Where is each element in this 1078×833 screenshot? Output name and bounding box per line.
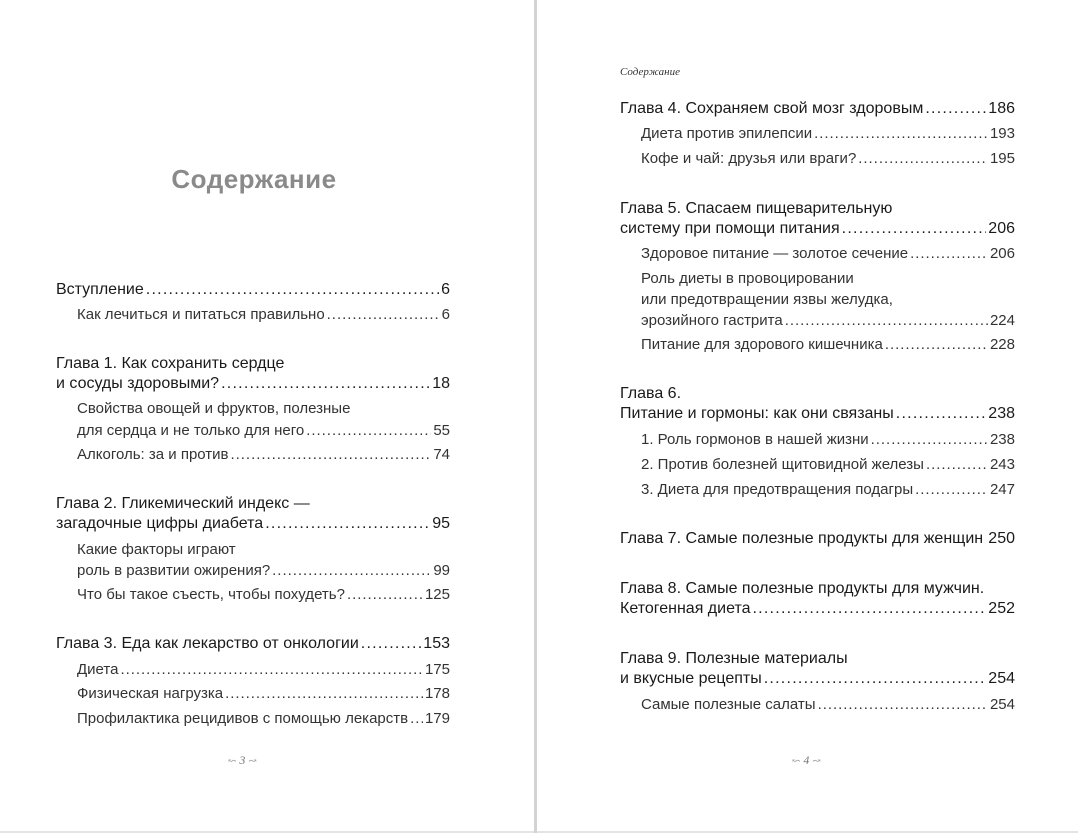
page-number: 254 [988,670,1015,687]
toc-subentry[interactable]: эрозийного гастрита . . . 224 [641,312,1015,329]
page-number: 252 [988,600,1015,617]
toc-entry-chapter-2-line: Глава 2. Гликемический индекс — [56,495,310,512]
toc-subentry[interactable]: Питание для здорового кишечника . . . 228 [641,336,1015,353]
toc-subentry[interactable]: Диета . . . 175 [77,661,450,678]
toc-subentry[interactable]: Диета против эпилепсии . . . 193 [641,125,1015,142]
toc-entry-chapter-8-line: Глава 8. Самые полезные продукты для мужчин. [620,580,985,597]
page-number: 206 [989,245,1015,262]
page-number: 254 [989,696,1015,713]
toc-subentry[interactable]: Как лечиться и питаться правильно . . . 6 [77,306,450,323]
toc-entry-chapter-8[interactable]: Кетогенная диета . . . 252 [620,600,1015,618]
page-number: 18 [432,375,450,392]
toc-subentry[interactable]: Алкоголь: за и против . . . 74 [77,446,450,463]
page-number: 228 [989,336,1015,353]
page-number: 153 [423,635,450,652]
toc-subentry[interactable]: 1. Роль гормонов в нашей жизни . . . 238 [641,431,1015,448]
toc-subentry[interactable]: Кофе и чай: друзья или враги? . . . 195 [641,150,1015,167]
book-gutter [534,0,537,833]
toc-entry-chapter-9-line: Глава 9. Полезные материалы [620,650,848,667]
page-title: Содержание [171,164,337,194]
page-number: 6 [441,281,450,298]
page-number: 206 [988,220,1015,237]
toc-subentry[interactable]: Профилактика рецидивов с помощью лекарств . . . 179 [77,710,450,727]
page-number: 55 [433,422,450,439]
page-folio-right: ↜ 4 ↝ [792,753,821,767]
toc-entry-chapter-3[interactable]: Глава 3. Еда как лекарство от онкологии . . . 153 [56,635,450,653]
toc-subentry[interactable]: роль в развитии ожирения? . . . 99 [77,562,450,579]
toc-entry-chapter-4[interactable]: Глава 4. Сохраняем свой мозг здоровым . . . 186 [620,100,1015,118]
toc-subentry[interactable]: Самые полезные салаты . . . 254 [641,696,1015,713]
toc-entry-chapter-1[interactable]: и сосуды здоровыми? . . . 18 [56,375,450,393]
toc-entry-intro[interactable]: Вступление . . . 6 [56,281,450,299]
page-number: 224 [989,312,1015,329]
running-head: Содержание [620,66,681,78]
page-number: 186 [988,100,1015,117]
page-folio-left: ↜ 3 ↝ [228,753,257,767]
page-number: 247 [989,481,1015,498]
toc-entry-chapter-7[interactable]: Глава 7. Самые полезные продукты для женщин . . . 250 [620,530,1015,548]
page-number: 125 [424,586,450,603]
ornament-right-icon: ↝ [812,756,821,767]
toc-entry-chapter-5-line: Глава 5. Спасаем пищеварительную [620,200,893,217]
toc-subentry-line: Роль диеты в провоцировании [641,270,854,287]
toc-entry-chapter-1-line: Глава 1. Как сохранить сердце [56,355,285,372]
page-number: 238 [988,405,1015,422]
page-number: 6 [441,306,450,323]
page-number: 250 [988,530,1015,547]
ornament-left-icon: ↜ [228,756,237,767]
toc-entry-chapter-5[interactable]: систему при помощи питания . . . 206 [620,220,1015,238]
toc-entry-chapter-9[interactable]: и вкусные рецепты . . . 254 [620,670,1015,688]
toc-subentry[interactable]: Физическая нагрузка . . . 178 [77,685,450,702]
page-number: 95 [432,515,450,532]
page-number: 193 [989,125,1015,142]
page-number: 74 [433,446,450,463]
page-number: 179 [424,710,450,727]
toc-subentry-line: или предотвращении язвы желудка, [641,291,893,308]
page-number: 238 [989,431,1015,448]
toc-subentry[interactable]: 2. Против болезней щитовидной железы . . . 243 [641,456,1015,473]
page-number: 99 [433,562,450,579]
toc-subentry[interactable]: Что бы такое съесть, чтобы похудеть? . . . 125 [77,586,450,603]
page-number: 175 [424,661,450,678]
page-number: 195 [989,150,1015,167]
toc-subentry[interactable]: 3. Диета для предотвращения подагры . . . 247 [641,481,1015,498]
page-number: 243 [989,456,1015,473]
toc-entry-chapter-6-line: Глава 6. [620,385,682,402]
toc-subentry[interactable]: для сердца и не только для него . . . 55 [77,422,450,439]
toc-subentry-line: Свойства овощей и фруктов, полезные [77,400,351,417]
toc-subentry[interactable]: Здоровое питание — золотое сечение . . . 206 [641,245,1015,262]
toc-subentry-line: Какие факторы играют [77,541,236,558]
toc-entry-chapter-2[interactable]: загадочные цифры диабета . . . 95 [56,515,450,533]
page-number: 178 [424,685,450,702]
ornament-right-icon: ↝ [248,756,257,767]
toc-entry-chapter-6[interactable]: Питание и гормоны: как они связаны . . . 238 [620,405,1015,423]
ornament-left-icon: ↜ [792,756,801,767]
